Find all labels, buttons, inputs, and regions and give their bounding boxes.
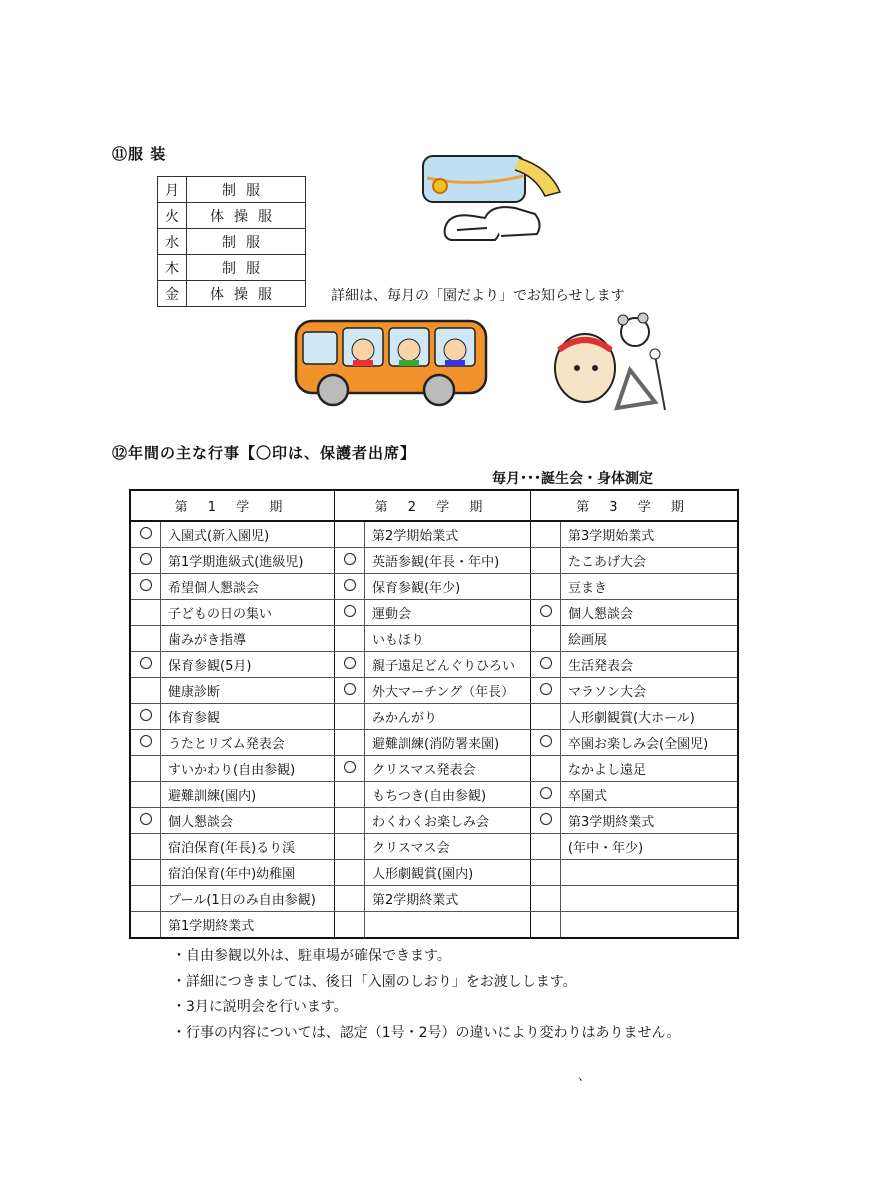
attendance-mark-cell	[130, 626, 161, 652]
attendance-mark-cell	[531, 730, 561, 756]
attendance-mark-cell	[335, 756, 365, 782]
uniform-clothes: 制服	[187, 255, 306, 281]
attendance-mark-cell	[531, 834, 561, 860]
uniform-clothes: 制服	[187, 177, 306, 203]
table-row	[130, 756, 738, 782]
event-cell: 第1学期進級式(進級児)	[161, 548, 335, 574]
parent-attendance-circle-icon	[344, 761, 356, 773]
events-table	[129, 489, 739, 939]
event-cell: 体育参観	[161, 704, 335, 730]
attendance-mark-cell	[531, 521, 561, 548]
attendance-mark-cell	[531, 626, 561, 652]
table-row	[130, 626, 738, 652]
event-cell: 第2学期終業式	[365, 886, 531, 912]
attendance-mark-cell	[130, 652, 161, 678]
event-cell: 健康診断	[161, 678, 335, 704]
event-cell: プール(1日のみ自由参観)	[161, 886, 335, 912]
attendance-mark-cell	[130, 808, 161, 834]
table-row	[130, 730, 738, 756]
parent-attendance-circle-icon	[344, 553, 356, 565]
event-cell: 保育参観(5月)	[161, 652, 335, 678]
parent-attendance-circle-icon	[344, 605, 356, 617]
bag-icon	[423, 156, 560, 202]
event-cell: 個人懇談会	[561, 600, 739, 626]
table-row	[130, 860, 738, 886]
event-cell: みかんがり	[365, 704, 531, 730]
attendance-mark-cell	[335, 626, 365, 652]
event-cell: もちつき(自由参観)	[365, 782, 531, 808]
parent-attendance-circle-icon	[540, 735, 552, 747]
event-cell: (年中・年少)	[561, 834, 739, 860]
note-item: ・行事の内容については、認定（1号・2号）の違いにより変わりはありません。	[172, 1024, 681, 1041]
table-row	[130, 834, 738, 860]
attendance-mark-cell	[531, 912, 561, 939]
uniform-row	[158, 177, 306, 203]
attendance-mark-cell	[130, 912, 161, 939]
attendance-mark-cell	[335, 886, 365, 912]
parent-attendance-circle-icon	[140, 527, 152, 539]
parent-attendance-circle-icon	[540, 657, 552, 669]
table-row	[130, 808, 738, 834]
attendance-mark-cell	[335, 652, 365, 678]
attendance-mark-cell	[130, 756, 161, 782]
stray-mark: ､	[578, 1068, 585, 1084]
table-row	[130, 912, 738, 939]
parent-attendance-circle-icon	[140, 735, 152, 747]
parent-attendance-circle-icon	[140, 709, 152, 721]
event-cell: 外大マーチング（年長）	[365, 678, 531, 704]
uniform-clothes: 体操服	[187, 203, 306, 229]
attendance-mark-cell	[130, 886, 161, 912]
event-cell: いもほり	[365, 626, 531, 652]
event-cell: 子どもの日の集い	[161, 600, 335, 626]
event-cell: 豆まき	[561, 574, 739, 600]
event-cell: すいかわり(自由参観)	[161, 756, 335, 782]
event-cell: 卒園お楽しみ会(全園児)	[561, 730, 739, 756]
parent-attendance-circle-icon	[140, 657, 152, 669]
attendance-mark-cell	[130, 782, 161, 808]
event-cell	[561, 912, 739, 939]
attendance-mark-cell	[130, 574, 161, 600]
attendance-mark-cell	[335, 574, 365, 600]
uniform-day: 水	[158, 229, 187, 255]
attendance-mark-cell	[130, 834, 161, 860]
note-item: ・詳細につきましては、後日「入園のしおり」をお渡しします。	[172, 973, 577, 990]
attendance-mark-cell	[531, 652, 561, 678]
notes-list	[172, 944, 680, 1046]
event-cell: マラソン大会	[561, 678, 739, 704]
attendance-mark-cell	[531, 548, 561, 574]
uniform-row	[158, 281, 306, 307]
attendance-mark-cell	[335, 912, 365, 939]
parent-attendance-circle-icon	[540, 787, 552, 799]
attendance-mark-cell	[335, 782, 365, 808]
event-cell: 宿泊保育(年長)るり渓	[161, 834, 335, 860]
event-cell: 生活発表会	[561, 652, 739, 678]
attendance-mark-cell	[130, 860, 161, 886]
table-row	[130, 521, 738, 548]
event-cell: 運動会	[365, 600, 531, 626]
event-cell: 避難訓練(消防署来園)	[365, 730, 531, 756]
event-cell: クリスマス会	[365, 834, 531, 860]
term-1-header: 第 1 学 期	[130, 490, 335, 521]
uniform-day: 火	[158, 203, 187, 229]
event-cell: クリスマス発表会	[365, 756, 531, 782]
event-cell: 第3学期始業式	[561, 521, 739, 548]
instruments-illustration	[545, 310, 680, 420]
table-row	[130, 600, 738, 626]
parent-attendance-circle-icon	[140, 553, 152, 565]
table-row	[130, 548, 738, 574]
event-cell: 宿泊保育(年中)幼稚園	[161, 860, 335, 886]
parent-attendance-circle-icon	[140, 813, 152, 825]
attendance-mark-cell	[130, 730, 161, 756]
note-item: ・3月に説明会を行います。	[172, 999, 348, 1015]
uniform-row	[158, 229, 306, 255]
event-cell: 英語参観(年長・年中)	[365, 548, 531, 574]
attendance-mark-cell	[531, 678, 561, 704]
attendance-mark-cell	[335, 678, 365, 704]
attendance-mark-cell	[130, 548, 161, 574]
uniform-row	[158, 255, 306, 281]
event-cell: たこあげ大会	[561, 548, 739, 574]
event-cell: 卒園式	[561, 782, 739, 808]
attendance-mark-cell	[335, 600, 365, 626]
uniform-section-title: ⑪服 装	[112, 145, 167, 163]
table-row	[130, 704, 738, 730]
table-row	[130, 574, 738, 600]
parent-attendance-circle-icon	[344, 579, 356, 591]
attendance-mark-cell	[335, 834, 365, 860]
attendance-mark-cell	[531, 600, 561, 626]
term-2-header: 第 2 学 期	[335, 490, 531, 521]
attendance-mark-cell	[335, 521, 365, 548]
attendance-mark-cell	[531, 704, 561, 730]
shoes-icon	[445, 207, 540, 240]
attendance-mark-cell	[531, 574, 561, 600]
table-row	[130, 886, 738, 912]
table-row	[130, 782, 738, 808]
parent-attendance-circle-icon	[344, 683, 356, 695]
uniform-day: 金	[158, 281, 187, 307]
attendance-mark-cell	[335, 808, 365, 834]
event-cell: 第2学期始業式	[365, 521, 531, 548]
event-cell: うたとリズム発表会	[161, 730, 335, 756]
uniform-row	[158, 203, 306, 229]
uniform-clothes: 体操服	[187, 281, 306, 307]
attendance-mark-cell	[531, 860, 561, 886]
event-cell	[365, 912, 531, 939]
term-3-header: 第 3 学 期	[531, 490, 739, 521]
event-cell: 保育参観(年少)	[365, 574, 531, 600]
uniform-day: 月	[158, 177, 187, 203]
attendance-mark-cell	[130, 704, 161, 730]
attendance-mark-cell	[531, 886, 561, 912]
attendance-mark-cell	[130, 521, 161, 548]
event-cell: なかよし遠足	[561, 756, 739, 782]
event-cell: 個人懇談会	[161, 808, 335, 834]
event-cell: 親子遠足どんぐりひろい	[365, 652, 531, 678]
event-cell: 第3学期終業式	[561, 808, 739, 834]
event-cell: 絵画展	[561, 626, 739, 652]
event-cell: わくわくお楽しみ会	[365, 808, 531, 834]
uniform-clothes: 制服	[187, 229, 306, 255]
attendance-mark-cell	[335, 704, 365, 730]
event-cell: 第1学期終業式	[161, 912, 335, 939]
event-cell	[561, 886, 739, 912]
event-cell: 入園式(新入園児)	[161, 521, 335, 548]
attendance-mark-cell	[335, 730, 365, 756]
table-row	[130, 678, 738, 704]
parent-attendance-circle-icon	[540, 813, 552, 825]
event-cell: 避難訓練(園内)	[161, 782, 335, 808]
uniform-note: 詳細は、毎月の「園だより」でお知らせします	[331, 288, 625, 304]
parent-attendance-circle-icon	[540, 605, 552, 617]
parent-attendance-circle-icon	[540, 683, 552, 695]
bus-illustration	[293, 318, 493, 410]
uniform-day: 木	[158, 255, 187, 281]
attendance-mark-cell	[130, 678, 161, 704]
attendance-mark-cell	[531, 756, 561, 782]
attendance-mark-cell	[335, 860, 365, 886]
attendance-mark-cell	[531, 808, 561, 834]
attendance-mark-cell	[335, 548, 365, 574]
attendance-mark-cell	[531, 782, 561, 808]
monthly-events: 毎月･･･誕生会・身体測定	[492, 471, 653, 487]
event-cell: 希望個人懇談会	[161, 574, 335, 600]
event-cell: 人形劇観賞(大ホール)	[561, 704, 739, 730]
parent-attendance-circle-icon	[140, 579, 152, 591]
event-cell: 歯みがき指導	[161, 626, 335, 652]
note-item: ・自由参観以外は、駐車場が確保できます。	[172, 948, 451, 964]
attendance-mark-cell	[130, 600, 161, 626]
table-row	[130, 652, 738, 678]
events-section-title: ⑫年間の主な行事【〇印は、保護者出席】	[112, 444, 417, 462]
event-cell	[561, 860, 739, 886]
bag-and-shoes-illustration	[415, 148, 565, 258]
event-cell: 人形劇観賞(園内)	[365, 860, 531, 886]
uniform-table	[157, 176, 306, 307]
parent-attendance-circle-icon	[344, 657, 356, 669]
